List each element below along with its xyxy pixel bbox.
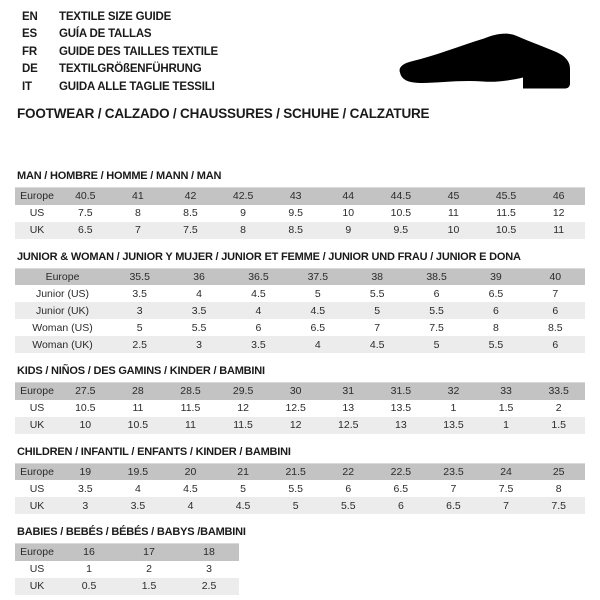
size-value-cell: 0.5 xyxy=(81,580,97,592)
size-value-cell: 8.5 xyxy=(288,224,303,236)
size-value-cell: 24 xyxy=(500,465,512,478)
size-value-cell: 11.5 xyxy=(496,207,516,219)
size-value-cell: 8 xyxy=(240,224,246,236)
size-tables xyxy=(15,170,587,600)
size-value-cell: 5.5 xyxy=(488,338,504,351)
size-value-cell: 6 xyxy=(552,304,559,317)
size-value-cell: 6 xyxy=(345,482,352,495)
row-label: US xyxy=(29,563,45,575)
table-header-row xyxy=(15,188,585,205)
size-value-cell: 31.5 xyxy=(390,385,412,398)
row-label: Europe xyxy=(45,270,80,283)
size-value-cell: 45 xyxy=(447,190,460,203)
size-value-cell: 1.5 xyxy=(551,419,566,431)
size-value-cell: 11.5 xyxy=(233,419,253,431)
size-value-cell: 2.5 xyxy=(132,338,147,351)
size-value-cell: 28.5 xyxy=(180,385,201,398)
size-value-cell: 12 xyxy=(552,207,565,219)
size-value-cell: 5 xyxy=(292,499,299,512)
size-table-title: KIDS / NIÑOS / DES GAMINS / KINDER / BAMBINI xyxy=(17,365,265,377)
size-value-cell: 5.5 xyxy=(429,304,444,317)
size-value-cell: 5 xyxy=(433,338,440,351)
size-value-cell: 5.5 xyxy=(288,482,303,495)
row-label: UK xyxy=(29,419,45,431)
table-row xyxy=(15,302,585,319)
size-value-cell: 6.5 xyxy=(77,224,93,236)
size-value-cell: 20 xyxy=(184,465,197,478)
language-item xyxy=(22,26,218,44)
category-title: FOOTWEAR / CALZADO / CHAUSSURES / SCHUHE / CALZATURE xyxy=(17,106,430,121)
size-value-cell: 11.5 xyxy=(180,402,201,414)
size-value-cell: 12 xyxy=(237,402,249,414)
row-label: Europe xyxy=(20,546,54,559)
row-label: US xyxy=(29,207,45,219)
size-table xyxy=(15,268,585,354)
size-value-cell: 13.5 xyxy=(443,419,464,431)
size-table-section xyxy=(15,365,587,434)
table-row xyxy=(15,336,585,353)
size-value-cell: 12.5 xyxy=(285,402,306,414)
size-value-cell: 7.5 xyxy=(498,482,514,495)
size-value-cell: 30 xyxy=(289,385,302,398)
size-value-cell: 6.5 xyxy=(393,482,409,495)
size-value-cell: 39 xyxy=(490,270,502,283)
table-row xyxy=(15,222,585,239)
size-value-cell: 7.5 xyxy=(551,499,566,512)
size-value-cell: 7 xyxy=(503,499,509,512)
size-value-cell: 5 xyxy=(374,304,381,317)
row-label: Europe xyxy=(20,465,54,478)
size-value-cell: 3 xyxy=(206,563,212,575)
size-value-cell: 6.5 xyxy=(488,287,504,300)
row-label: Woman (US) xyxy=(32,321,93,334)
size-value-cell: 40 xyxy=(549,270,562,283)
size-value-cell: 37.5 xyxy=(307,270,329,283)
size-table-title: BABIES / BEBÉS / BÉBÉS / BABYS /BAMBINI xyxy=(17,526,246,538)
size-value-cell: 7 xyxy=(450,482,457,495)
language-label: TEXTILE SIZE GUIDE xyxy=(59,10,172,23)
row-label: US xyxy=(29,482,45,495)
row-label: UK xyxy=(29,580,45,592)
size-value-cell: 7.5 xyxy=(429,321,444,334)
language-code: IT xyxy=(22,80,32,93)
size-value-cell: 17 xyxy=(143,546,155,559)
size-value-cell: 7.5 xyxy=(77,207,93,219)
size-value-cell: 1 xyxy=(450,402,457,414)
size-value-cell: 10.5 xyxy=(495,224,517,236)
size-value-cell: 44 xyxy=(342,190,355,203)
size-value-cell: 5 xyxy=(136,321,143,334)
size-value-cell: 11 xyxy=(448,207,459,219)
size-value-cell: 10 xyxy=(79,419,92,431)
size-value-cell: 9.5 xyxy=(288,207,303,219)
size-value-cell: 18 xyxy=(203,546,215,559)
row-label: Europe xyxy=(20,190,54,203)
size-value-cell: 10.5 xyxy=(390,207,412,219)
size-value-cell: 4.5 xyxy=(251,287,266,300)
size-value-cell: 27.5 xyxy=(75,385,96,398)
size-value-cell: 4.5 xyxy=(310,304,326,317)
size-value-cell: 3 xyxy=(196,338,202,351)
size-value-cell: 4 xyxy=(255,304,262,317)
size-value-cell: 4 xyxy=(314,338,321,351)
size-value-cell: 3 xyxy=(82,499,89,512)
table-row xyxy=(15,578,239,595)
language-label: TEXTILGRÖßENFÜHRUNG xyxy=(59,63,202,76)
size-value-cell: 7 xyxy=(552,287,559,300)
size-value-cell: 10 xyxy=(342,207,355,219)
size-value-cell: 19.5 xyxy=(127,465,149,478)
size-value-cell: 28 xyxy=(132,385,144,398)
language-code: ES xyxy=(22,28,37,41)
table-header-row xyxy=(15,268,585,285)
language-label: GUÍA DE TALLAS xyxy=(59,28,152,41)
size-table-title: CHILDREN / INFANTIL / ENFANTS / KINDER / BAMBINI xyxy=(17,445,291,458)
size-value-cell: 6 xyxy=(397,499,404,512)
size-value-cell: 8 xyxy=(134,207,141,219)
size-value-cell: 6.5 xyxy=(446,499,461,512)
size-value-cell: 7 xyxy=(134,224,141,236)
size-value-cell: 3.5 xyxy=(130,499,146,512)
table-row xyxy=(15,285,585,302)
size-value-cell: 3.5 xyxy=(191,304,207,317)
size-value-cell: 13.5 xyxy=(390,402,412,414)
size-value-cell: 8.5 xyxy=(183,207,198,219)
size-value-cell: 10.5 xyxy=(127,419,149,431)
size-table-title: JUNIOR & WOMAN / JUNIOR Y MUJER / JUNIOR ET FEMME / JUNIOR UND FRAU / JUNIOR E DONA xyxy=(17,250,521,263)
size-value-cell: 9 xyxy=(345,224,352,236)
size-value-cell: 6.5 xyxy=(310,321,326,334)
size-value-cell: 11 xyxy=(553,224,565,236)
size-table-section xyxy=(15,170,587,239)
size-value-cell: 3.5 xyxy=(251,338,266,351)
size-value-cell: 16 xyxy=(83,546,95,559)
size-value-cell: 36 xyxy=(193,270,205,283)
size-value-cell: 10 xyxy=(447,224,460,236)
size-value-cell: 3.5 xyxy=(77,482,93,495)
row-label: Woman (UK) xyxy=(32,338,93,351)
table-header-row xyxy=(15,383,585,400)
size-value-cell: 4.5 xyxy=(235,499,251,512)
size-value-cell: 11 xyxy=(132,402,144,414)
size-value-cell: 29.5 xyxy=(232,385,254,398)
size-value-cell: 5.5 xyxy=(191,321,207,334)
size-value-cell: 5 xyxy=(240,482,246,495)
size-table-section xyxy=(15,446,587,515)
size-value-cell: 4.5 xyxy=(369,338,385,351)
language-code: FR xyxy=(22,45,37,58)
size-value-cell: 4.5 xyxy=(183,482,198,495)
size-value-cell: 31 xyxy=(342,385,355,398)
table-row xyxy=(15,319,585,336)
language-label: GUIDE DES TAILLES TEXTILE xyxy=(59,45,218,58)
size-value-cell: 42 xyxy=(184,190,197,203)
language-code: DE xyxy=(22,63,38,76)
language-item xyxy=(22,8,218,26)
table-row xyxy=(15,400,585,417)
size-value-cell: 41 xyxy=(132,190,144,203)
size-value-cell: 33.5 xyxy=(548,385,569,398)
size-value-cell: 22.5 xyxy=(390,465,412,478)
language-code: EN xyxy=(22,10,38,23)
table-header-row xyxy=(15,544,239,561)
size-value-cell: 8 xyxy=(493,321,499,334)
size-value-cell: 2.5 xyxy=(201,580,217,592)
table-row xyxy=(15,561,239,578)
size-value-cell: 42.5 xyxy=(232,190,254,203)
size-value-cell: 21 xyxy=(237,465,249,478)
row-label: UK xyxy=(29,499,45,512)
language-item xyxy=(22,43,218,61)
size-value-cell: 4 xyxy=(134,482,141,495)
row-label: Europe xyxy=(20,385,54,398)
size-table xyxy=(15,382,585,434)
size-value-cell: 25 xyxy=(552,465,565,478)
size-value-cell: 35.5 xyxy=(129,270,150,283)
size-value-cell: 9.5 xyxy=(393,224,409,236)
size-value-cell: 33 xyxy=(500,385,512,398)
size-value-cell: 9 xyxy=(240,207,246,219)
size-value-cell: 3.5 xyxy=(132,287,147,300)
size-value-cell: 3 xyxy=(136,304,143,317)
size-value-cell: 19 xyxy=(79,465,92,478)
size-value-cell: 1.5 xyxy=(141,580,157,592)
row-label: US xyxy=(29,402,45,414)
size-value-cell: 10.5 xyxy=(75,402,96,414)
size-value-cell: 12.5 xyxy=(338,419,359,431)
language-list xyxy=(22,8,218,96)
size-table-section xyxy=(15,251,587,354)
size-value-cell: 7.5 xyxy=(183,224,198,236)
size-value-cell: 43 xyxy=(289,190,302,203)
size-value-cell: 6 xyxy=(433,287,440,300)
size-value-cell: 5 xyxy=(314,287,321,300)
size-table-section xyxy=(15,526,587,595)
size-table-title: MAN / HOMBRE / HOMME / MANN / MAN xyxy=(17,170,222,182)
size-value-cell: 44.5 xyxy=(390,190,412,203)
size-value-cell: 38 xyxy=(371,270,384,283)
size-value-cell: 8.5 xyxy=(548,321,563,334)
size-table xyxy=(15,187,585,239)
shoe-icon xyxy=(398,30,572,95)
size-value-cell: 21.5 xyxy=(285,465,306,478)
size-value-cell: 32 xyxy=(447,385,460,398)
table-row xyxy=(15,497,585,514)
size-value-cell: 13 xyxy=(342,402,355,414)
size-value-cell: 22 xyxy=(342,465,355,478)
size-value-cell: 4 xyxy=(187,499,194,512)
size-value-cell: 6 xyxy=(552,338,559,351)
size-value-cell: 12 xyxy=(289,419,302,431)
language-item xyxy=(22,61,218,79)
size-table xyxy=(15,463,585,515)
size-value-cell: 2 xyxy=(146,563,152,575)
row-label: Junior (UK) xyxy=(35,304,90,317)
size-value-cell: 40.5 xyxy=(75,190,96,203)
size-value-cell: 38.5 xyxy=(426,270,447,283)
table-header-row xyxy=(15,463,585,480)
size-value-cell: 8 xyxy=(555,482,562,495)
row-label: Junior (US) xyxy=(35,287,90,300)
size-value-cell: 5.5 xyxy=(369,287,385,300)
size-value-cell: 13 xyxy=(395,419,407,431)
table-row xyxy=(15,205,585,222)
size-value-cell: 7 xyxy=(374,321,381,334)
size-value-cell: 6 xyxy=(255,321,262,334)
row-label: UK xyxy=(29,224,45,236)
table-row xyxy=(15,417,585,434)
size-value-cell: 23.5 xyxy=(443,465,464,478)
size-value-cell: 1 xyxy=(86,563,92,575)
size-value-cell: 1 xyxy=(503,419,509,431)
table-row xyxy=(15,480,585,497)
size-value-cell: 45.5 xyxy=(495,190,517,203)
size-value-cell: 4 xyxy=(196,287,202,300)
size-value-cell: 11 xyxy=(185,419,196,431)
size-value-cell: 6 xyxy=(493,304,499,317)
language-item xyxy=(22,78,218,96)
size-value-cell: 5.5 xyxy=(340,499,356,512)
language-label: GUIDA ALLE TAGLIE TESSILI xyxy=(59,80,215,93)
size-table xyxy=(15,543,239,595)
size-value-cell: 1.5 xyxy=(498,402,514,414)
size-value-cell: 36.5 xyxy=(248,270,269,283)
size-value-cell: 46 xyxy=(552,190,565,203)
size-value-cell: 2 xyxy=(555,402,562,414)
